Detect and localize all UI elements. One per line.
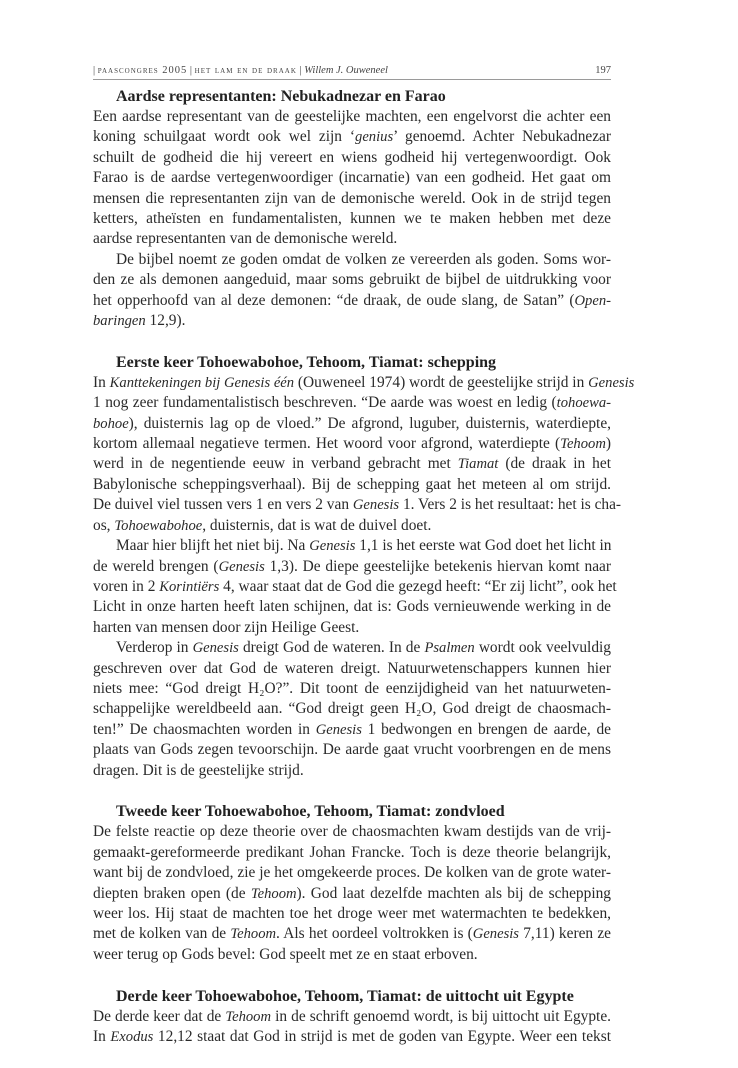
paragraph [93, 1007, 611, 1048]
section [93, 801, 611, 965]
italic-text: Genesis [472, 926, 519, 943]
text-line: harten van mensen door zijn Heilige Geest. [93, 618, 360, 636]
text-line: baringen 12,9). [93, 312, 186, 330]
text-line: De felste reactie op deze theorie over de chaosmachten kwam destijds van de vrij- [93, 823, 611, 841]
italic-text: Genesis [218, 558, 265, 575]
italic-text: baringen [93, 313, 146, 330]
text-line: want bij de zondvloed, zie je het omgekeerde proces. De kolken van de grote water- [93, 864, 611, 882]
section [93, 986, 611, 1048]
italic-text: Open- [574, 292, 611, 309]
text-line: geschreven over dat God de wateren dreigt. Natuurwetenschappers kunnen hier [93, 659, 611, 677]
text-line: Licht in onze harten heeft laten schijnen, dat is: Gods vernieuwende werking in de [93, 598, 611, 616]
paragraph [93, 107, 611, 250]
text-line: schuilt de godheid die hij vereert en wiens godheid hij vertegenwoordigt. Ook [93, 148, 611, 166]
section-heading: Tweede keer Tohoewabohoe, Tehoom, Tiamat: zondvloed [116, 803, 505, 821]
italic-text: Exodus [110, 1029, 154, 1046]
text-line: Een aardse representant van de geestelijke machten, een engelvorst die achter een [93, 108, 611, 125]
text-line: De bijbel noemt ze goden omdat de volken ze vereerden als goden. Soms wor- [116, 250, 611, 268]
section-heading: Derde keer Tohoewabohoe, Tehoom, Tiamat: de uittocht uit Egypte [116, 987, 574, 1005]
italic-text: Tiamat [457, 456, 499, 473]
text-line: Babylonische scheppingsverhaal). Bij de schepping gaat het meteen al om strijd. [93, 475, 611, 493]
italic-text: bohoe [93, 415, 129, 432]
italic-text: Tehoom [225, 1008, 272, 1025]
italic-text: Tehoom [230, 926, 277, 943]
text-line: weer los. Hij staat de machten toe het droge weer met watermachten te bedekken, [93, 905, 611, 922]
text-line: weer terug op Gods bevel: God speelt met ze en staat erboven. [93, 945, 478, 963]
italic-text: Tohoewabohoe [114, 517, 203, 534]
section-heading: Eerste keer Tohoewabohoe, Tehoom, Tiamat: schepping [116, 353, 497, 371]
text-line: ketters, atheïsten en fundamentalisten, kunnen we te maken hebben met deze [93, 210, 611, 228]
text-line: werd in de negentiende eeuw in verband gebracht met Tiamat (de draak in het [93, 455, 611, 473]
text-line: het opperhoofd van al deze demonen: “de draak, de oude slang, de Satan” (Open- [93, 291, 611, 309]
header-author: Willem J. Ouweneel [304, 64, 388, 76]
text-line: schappelijke wereldbeeld aan. “God dreigt geen H₂O, God dreigt de chaosmach- [93, 700, 611, 718]
italic-text: Genesis [352, 497, 400, 514]
text-line: os, Tohoewabohoe, duisternis, dat is wat de duivel doet. [93, 516, 432, 534]
text-line: den ze als demonen aangeduid, maar soms gebruikt de bijbel de uitdrukking voor [93, 271, 611, 289]
text-line: gemaakt-gereformeerde predikant Johan Francke. Toch is deze theorie belangrijk, [93, 843, 611, 861]
section [93, 352, 635, 781]
paragraph [93, 250, 611, 332]
italic-text: Genesis [192, 640, 239, 657]
page-body [93, 86, 635, 1068]
text-line: De duivel viel tussen vers 1 en vers 2 van Genesis 1. Vers 2 is het resultaat: het is cha- [93, 496, 622, 514]
text-line: plaats van Gods zegen tevoorschijn. De aarde gaat vrucht voorbrengen en de mens [93, 741, 611, 759]
section [93, 86, 611, 331]
paragraph [93, 536, 617, 638]
text-line: de wereld brengen (Genesis 1,3). De diepe geestelijke betekenis hiervan komt naar [93, 557, 612, 575]
text-line: koning schuilgaat wordt ook wel zijn ‘genius’ genoemd. Achter Nebukadnezar [93, 128, 612, 146]
text-line: niets mee: “God dreigt H₂O?”. Dit toont de eenzijdigheid van het natuurweten- [93, 679, 611, 697]
text-line: diepten braken open (de Tehoom). God laat dezelfde machten als bij de schepping [93, 884, 611, 902]
text-line: dragen. Dit is de geestelijke strijd. [93, 761, 304, 779]
italic-text: Genesis [588, 374, 635, 391]
paragraph [93, 822, 611, 965]
italic-text: Korintiërs [159, 578, 220, 595]
header-book-title: het lam en de draak [194, 64, 297, 76]
paragraph [93, 638, 611, 781]
text-line: In Kanttekeningen bij Genesis één (Ouweneel 1974) wordt de geestelijke strijd in Genesis [93, 373, 635, 391]
italic-text: tohoewa- [556, 395, 611, 412]
text-line: ten!” De chaosmachten worden in Genesis 1 bedwongen en brengen de aarde, de [93, 720, 612, 738]
text-line: De derde keer dat de Tehoom in de schrift genoemd wordt, is bij uittocht uit Egypte. [93, 1007, 611, 1025]
page-number: 197 [595, 64, 611, 76]
text-line: met de kolken van de Tehoom. Als het oordeel voltrokken is (Genesis 7,11) keren ze [93, 925, 611, 943]
header-conference: paascongres 2005 [97, 64, 188, 76]
section-heading: Aardse representanten: Nebukadnezar en Farao [116, 88, 446, 105]
text-line: In Exodus 12,12 staat dat God in strijd is met de goden van Egypte. Weer een tekst [93, 1028, 611, 1046]
italic-text: Genesis [309, 538, 356, 555]
header-left: | paascongres 2005 | het lam en de draak | Willem J. Ouweneel [93, 64, 388, 76]
text-line: Maar hier blijft het niet bij. Na Genesis 1,1 is het eerste wat God doet het licht in [116, 537, 612, 555]
italic-text: Kanttekeningen bij Genesis één [109, 374, 295, 391]
italic-text: Psalmen [424, 640, 475, 657]
italic-text: Genesis [315, 721, 362, 738]
running-header [93, 61, 611, 80]
italic-text: genius [355, 129, 394, 146]
text-line: mensen die representanten zijn van de demonische wereld. Ook in de strijd tegen [93, 189, 611, 207]
text-line: aardse representanten van de demonische wereld. [93, 230, 398, 248]
text-line: bohoe), duisternis lag op de vloed.” De afgrond, luguber, duisternis, waterdiepte, [93, 414, 611, 432]
text-line: kortom allemaal negatieve termen. Het woord voor afgrond, waterdiepte (Tehoom) [93, 435, 611, 453]
italic-text: Tehoom [250, 885, 297, 902]
paragraph [93, 373, 635, 536]
italic-text: Tehoom [560, 436, 606, 453]
text-line: Farao is de aardse vertegenwoordiger (incarnatie) van een godheid. Het gaat om [93, 169, 611, 187]
text-line: Verderop in Genesis dreigt God de wateren. In de Psalmen wordt ook veelvuldig [116, 639, 611, 657]
text-line: voren in 2 Korintiërs 4, waar staat dat de God die gezegd heeft: “Er zij licht”, ook het [93, 577, 617, 595]
text-line: 1 nog zeer fundamentalistisch beschreven. “De aarde was woest en ledig (tohoewa- [93, 394, 611, 412]
